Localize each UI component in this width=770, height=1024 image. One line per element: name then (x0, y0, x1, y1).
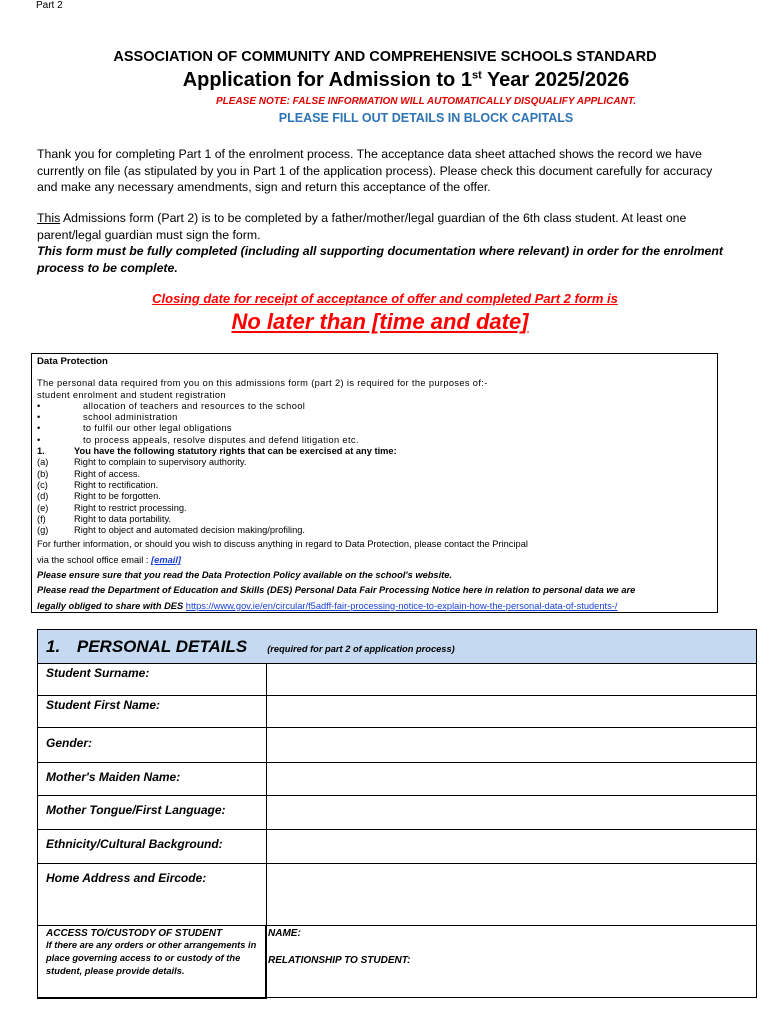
list-item: (a) Right to complain to supervisory authority. (37, 457, 247, 468)
personal-details-table (37, 629, 757, 999)
name-label: NAME: (268, 928, 301, 939)
list-item: (c) Right to rectification. (37, 479, 159, 490)
form-completion-paragraph: This Admissions form (Part 2) is to be completed by a father/mother/legal guardian of the 6th class student. At least one parent/legal guardian must sign the form. (37, 211, 687, 242)
warning-note: PLEASE NOTE: FALSE INFORMATION WILL AUTOMATICALLY DISQUALIFY APPLICANT. (216, 96, 636, 107)
des-notice-link[interactable]: https://www.gov.ie/en/circular/f5adff-fair-processing-notice-to-explain-how-the-personal-data-of-students-/ (185, 600, 618, 611)
des-link-line: legally obliged to share with DES https://www.gov.ie/en/circular/f5adff-fair-processing-notice-to-explain-how-the-personal-data-of-students-/ (37, 600, 618, 611)
student-first-name-field[interactable] (266, 696, 757, 728)
dp-first-purpose: student enrolment and student registration (37, 389, 226, 400)
list-item: (b) Right of access. (37, 468, 141, 479)
closing-date-text: Closing date for receipt of acceptance of offer and completed Part 2 form is (152, 291, 618, 306)
home-address-field[interactable] (266, 864, 757, 926)
field-label: Gender: (38, 728, 267, 763)
dp-intro: The personal data required from you on this admissions form (part 2) is required for the purposes of:- (37, 378, 488, 389)
access-title: ACCESS TO/CUSTODY OF STUDENT (46, 928, 223, 939)
association-heading: ASSOCIATION OF COMMUNITY AND COMPREHENSIVE SCHOOLS STANDARD (113, 49, 657, 65)
table-row (38, 696, 757, 728)
page-title: Application for Admission to 1st Year 2025/2026 (182, 69, 630, 91)
table-row (38, 830, 757, 864)
table-row (38, 864, 757, 926)
field-label: Ethnicity/Cultural Background: (38, 830, 267, 864)
data-protection-heading: Data Protection (37, 356, 108, 367)
table-row (38, 926, 757, 998)
table-row (38, 728, 757, 763)
ethnicity-field[interactable] (266, 830, 757, 864)
personal-details-section (37, 629, 755, 999)
section-header: 1. PERSONAL DETAILS (required for part 2 of application process) (38, 630, 757, 664)
field-label: Mother Tongue/First Language: (38, 796, 267, 830)
table-row (38, 763, 757, 796)
rights-heading: 1. You have the following statutory rights that can be exercised at any time: (37, 446, 397, 457)
part-label: Part 2 (36, 0, 63, 11)
field-label: Student Surname: (38, 664, 267, 696)
list-item: (e) Right to restrict processing. (37, 502, 187, 513)
field-label: Mother's Maiden Name: (38, 763, 267, 796)
data-protection-box (31, 353, 718, 613)
list-item: • to fulfil our other legal obligations (37, 423, 232, 434)
relationship-label: RELATIONSHIP TO STUDENT: (268, 955, 411, 966)
school-email-line: via the school office email : [email] (37, 554, 182, 565)
table-row (38, 664, 757, 696)
table-row (38, 796, 757, 830)
list-item: • allocation of teachers and resources to the school (37, 400, 306, 411)
field-label: Home Address and Eircode: (38, 864, 267, 926)
field-label: Student First Name: (38, 696, 267, 728)
des-notice: Please read the Department of Education and Skills (DES) Personal Data Fair Processing Notice here in relation to personal data we are (37, 585, 636, 596)
list-item: (d) Right to be forgotten. (37, 491, 161, 502)
list-item: • school administration (37, 412, 178, 423)
deadline-text: No later than [time and date] (231, 309, 529, 334)
list-item: • to process appeals, resolve disputes and defend litigation etc. (37, 434, 359, 445)
list-item: (g) Right to object and automated decision making/profiling. (37, 525, 306, 536)
completion-requirement: This form must be fully completed (including all supporting documentation where relevant) in order for the enrolment process to be complete. (37, 244, 723, 275)
mother-tongue-field[interactable] (266, 796, 757, 830)
further-info: For further information, or should you wish to discuss anything in regard to Data Protection, please contact the Principal (37, 539, 528, 550)
mothers-maiden-name-field[interactable] (266, 763, 757, 796)
access-custody-cell (38, 926, 267, 998)
policy-notice: Please ensure sure that you read the Data Protection Policy available on the school's website. (37, 570, 453, 581)
intro-paragraph: Thank you for completing Part 1 of the enrolment process. The acceptance data sheet attached shows the record we have currently on file (as stipulated by you in Part 1 of the application process). Please check this document carefully for accuracy and make any necessary amendments, sign and return this acceptance of the offer. (37, 147, 713, 194)
list-item: (f) Right to data portability. (37, 513, 171, 524)
student-surname-field[interactable] (266, 664, 757, 696)
gender-field[interactable] (266, 728, 757, 763)
access-description: If there are any orders or other arrangements in place governing access to or custody of the student, please provide details. (46, 940, 257, 976)
access-details-field[interactable] (266, 926, 757, 998)
email-link[interactable]: [email] (151, 554, 182, 565)
block-capitals-note: PLEASE FILL OUT DETAILS IN BLOCK CAPITALS (278, 111, 574, 125)
